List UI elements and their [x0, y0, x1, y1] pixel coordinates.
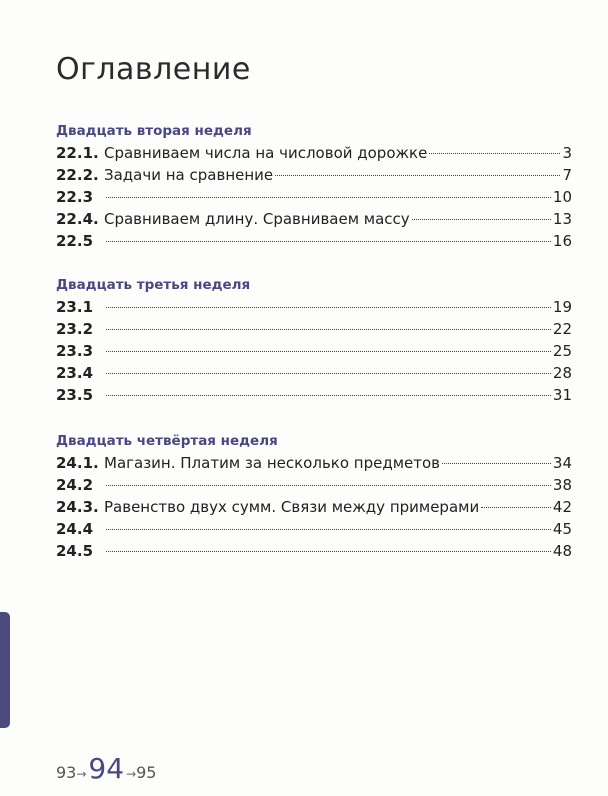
dot-leader — [481, 507, 551, 508]
section-heading: Двадцать третья неделя — [56, 277, 251, 293]
toc-entry-page: 3 — [562, 144, 572, 162]
dot-leader — [106, 307, 551, 308]
dot-leader — [442, 463, 551, 464]
toc-entry[interactable] — [56, 296, 572, 318]
toc-entry-number: 23.2 — [56, 320, 94, 338]
toc-entry-number: 24.4 — [56, 520, 94, 538]
toc-entry[interactable] — [56, 230, 572, 252]
section-week-24 — [56, 430, 572, 562]
arrow-right-icon: → — [76, 767, 87, 781]
side-tab-marker — [0, 612, 10, 728]
toc-entry[interactable] — [56, 540, 572, 562]
dot-leader — [106, 551, 551, 552]
toc-entry-title: Магазин. Платим за несколько предметов — [104, 454, 441, 472]
toc-entry-number: 24.5 — [56, 542, 94, 560]
toc-entry-page: 45 — [552, 520, 572, 538]
toc-entry-page: 10 — [552, 188, 572, 206]
toc-entry[interactable] — [56, 208, 572, 230]
dot-leader — [429, 153, 560, 154]
toc-entry[interactable] — [56, 142, 572, 164]
toc-entry-number: 22.2. — [56, 166, 99, 184]
toc-entry-page: 38 — [552, 476, 572, 494]
toc-entry[interactable] — [56, 518, 572, 540]
toc-entry-page: 19 — [552, 298, 572, 316]
toc-entry-number: 22.5 — [56, 232, 94, 250]
toc-entry-title: Равенство двух сумм. Связи между примерами — [104, 498, 480, 516]
section-week-23 — [56, 274, 572, 406]
dot-leader — [106, 373, 551, 374]
toc-entry-title: Задачи на сравнение — [104, 166, 274, 184]
dot-leader — [412, 219, 551, 220]
toc-entry[interactable] — [56, 318, 572, 340]
toc-entry-number: 24.3. — [56, 498, 99, 516]
toc-entry-page: 28 — [552, 364, 572, 382]
toc-entry-page: 42 — [552, 498, 572, 516]
dot-leader — [106, 351, 551, 352]
toc-entry[interactable] — [56, 452, 572, 474]
current-page-number: 94 — [88, 752, 125, 785]
toc-entry-page: 16 — [552, 232, 572, 250]
toc-entry[interactable] — [56, 362, 572, 384]
toc-entry-number: 23.4 — [56, 364, 94, 382]
toc-entry-number: 23.3 — [56, 342, 94, 360]
toc-entry[interactable] — [56, 496, 572, 518]
toc-entry-title: Сравниваем длину. Сравниваем массу — [104, 210, 410, 228]
toc-entry[interactable] — [56, 340, 572, 362]
toc-entry-number: 22.3 — [56, 188, 94, 206]
toc-entry[interactable] — [56, 186, 572, 208]
prev-page-number: 93 — [56, 763, 77, 782]
toc-entry-page: 25 — [552, 342, 572, 360]
toc-entry[interactable] — [56, 474, 572, 496]
dot-leader — [106, 485, 551, 486]
toc-entry-page: 22 — [552, 320, 572, 338]
toc-entry-title: Сравниваем числа на числовой дорожке — [104, 144, 428, 162]
toc-entry-page: 7 — [562, 166, 572, 184]
toc-entry-number: 22.4. — [56, 210, 99, 228]
toc-entry-page: 48 — [552, 542, 572, 560]
dot-leader — [106, 241, 551, 242]
dot-leader — [106, 197, 551, 198]
toc-entry-number: 23.5 — [56, 386, 94, 404]
toc-entry-page: 13 — [552, 210, 572, 228]
page-title: Оглавление — [56, 52, 251, 87]
dot-leader — [106, 395, 551, 396]
toc-entry[interactable] — [56, 164, 572, 186]
toc-entry-number: 23.1 — [56, 298, 94, 316]
toc-entry[interactable] — [56, 384, 572, 406]
section-heading: Двадцать четвёртая неделя — [56, 433, 278, 449]
toc-entry-number: 22.1. — [56, 144, 99, 162]
dot-leader — [106, 329, 551, 330]
section-week-22 — [56, 120, 572, 252]
toc-entry-number: 24.1. — [56, 454, 99, 472]
page-navigation — [56, 752, 156, 785]
toc-entry-page: 31 — [552, 386, 572, 404]
arrow-right-icon: → — [126, 767, 137, 781]
dot-leader — [275, 175, 560, 176]
section-heading: Двадцать вторая неделя — [56, 123, 252, 139]
dot-leader — [106, 529, 551, 530]
next-page-number: 95 — [136, 763, 157, 782]
toc-entry-number: 24.2 — [56, 476, 94, 494]
toc-entry-page: 34 — [552, 454, 572, 472]
